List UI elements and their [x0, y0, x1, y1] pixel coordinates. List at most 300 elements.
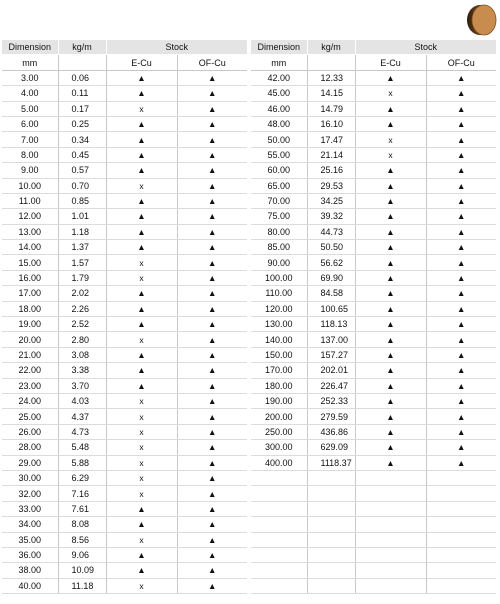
of-cu-stock-cell: ▲: [426, 424, 496, 439]
weight-cell: 2.52: [58, 317, 106, 332]
dimension-cell: 24.00: [2, 393, 58, 408]
of-cu-stock-cell: ▲: [426, 440, 496, 455]
dimension-cell: [251, 563, 307, 578]
table-row: [251, 501, 496, 516]
weight-cell: 0.11: [58, 86, 106, 101]
table-row: [2, 270, 247, 285]
dimension-cell: 21.00: [2, 347, 58, 362]
of-cu-stock-cell: ▲: [177, 532, 247, 547]
dimension-cell: 65.00: [251, 178, 307, 193]
weight-cell: 34.25: [307, 193, 355, 208]
of-cu-stock-cell: ▲: [177, 470, 247, 485]
weight-cell: 0.34: [58, 132, 106, 147]
e-cu-stock-cell: x: [106, 486, 177, 501]
e-cu-stock-cell: x: [106, 393, 177, 408]
table-row: [251, 563, 496, 578]
table-row: [2, 240, 247, 255]
of-cu-stock-cell: ▲: [426, 363, 496, 378]
weight-cell: [307, 486, 355, 501]
e-cu-stock-cell: ▲: [106, 240, 177, 255]
e-cu-stock-cell: ▲: [106, 193, 177, 208]
of-cu-stock-cell: ▲: [177, 101, 247, 116]
e-cu-stock-cell: ▲: [355, 209, 426, 224]
dimension-cell: 130.00: [251, 317, 307, 332]
weight-cell: 118.13: [307, 317, 355, 332]
table-row: [251, 255, 496, 270]
dimension-cell: 42.00: [251, 70, 307, 85]
dimension-cell: [251, 470, 307, 485]
weight-cell: 0.57: [58, 163, 106, 178]
of-cu-stock-cell: ▲: [177, 193, 247, 208]
of-cu-stock-cell: ▲: [426, 86, 496, 101]
dimension-cell: 15.00: [2, 255, 58, 270]
of-cu-stock-cell: ▲: [426, 224, 496, 239]
of-cu-stock-cell: ▲: [177, 270, 247, 285]
of-cu-stock-cell: ▲: [177, 363, 247, 378]
of-cu-stock-cell: ▲: [177, 224, 247, 239]
dimension-cell: 23.00: [2, 378, 58, 393]
table-row: [2, 193, 247, 208]
of-cu-stock-cell: ▲: [177, 301, 247, 316]
dimension-cell: 11.00: [2, 193, 58, 208]
e-cu-stock-cell: x: [106, 270, 177, 285]
dimension-cell: 26.00: [2, 424, 58, 439]
weight-cell: 1.01: [58, 209, 106, 224]
e-cu-stock-cell: ▲: [106, 224, 177, 239]
e-cu-stock-cell: ▲: [355, 424, 426, 439]
e-cu-stock-cell: x: [106, 409, 177, 424]
dimension-cell: 25.00: [2, 409, 58, 424]
table-row: [251, 578, 496, 593]
e-cu-stock-cell: ▲: [355, 193, 426, 208]
of-cu-stock-cell: ▲: [426, 132, 496, 147]
e-cu-stock-cell: ▲: [355, 70, 426, 85]
weight-cell: 2.26: [58, 301, 106, 316]
header-dimension: Dimension: [251, 40, 307, 55]
weight-cell: 4.37: [58, 409, 106, 424]
table-row: [2, 132, 247, 147]
of-cu-stock-cell: ▲: [177, 178, 247, 193]
table-row: [2, 517, 247, 532]
e-cu-stock-cell: ▲: [355, 455, 426, 470]
dimension-cell: 50.00: [251, 132, 307, 147]
dimension-cell: 85.00: [251, 240, 307, 255]
weight-cell: 56.62: [307, 255, 355, 270]
table-row: [251, 532, 496, 547]
of-cu-stock-cell: ▲: [177, 240, 247, 255]
table-row: [2, 101, 247, 116]
dimension-cell: 12.00: [2, 209, 58, 224]
of-cu-stock-cell: ▲: [177, 378, 247, 393]
of-cu-stock-cell: ▲: [177, 317, 247, 332]
e-cu-stock-cell: ▲: [106, 378, 177, 393]
weight-cell: 1.18: [58, 224, 106, 239]
stock-table-left: [2, 40, 247, 594]
of-cu-stock-cell: [426, 578, 496, 593]
e-cu-stock-cell: x: [106, 455, 177, 470]
copper-rod-icon: [463, 3, 497, 37]
e-cu-stock-cell: ▲: [355, 317, 426, 332]
e-cu-stock-cell: ▲: [106, 86, 177, 101]
of-cu-stock-cell: ▲: [177, 70, 247, 85]
dimension-cell: 400.00: [251, 455, 307, 470]
e-cu-stock-cell: [355, 563, 426, 578]
dimension-cell: 45.00: [251, 86, 307, 101]
of-cu-stock-cell: ▲: [426, 178, 496, 193]
e-cu-stock-cell: ▲: [106, 163, 177, 178]
dimension-cell: [251, 578, 307, 593]
weight-cell: 7.16: [58, 486, 106, 501]
weight-cell: 9.06: [58, 547, 106, 562]
weight-cell: 137.00: [307, 332, 355, 347]
weight-cell: 12.33: [307, 70, 355, 85]
weight-cell: 16.10: [307, 116, 355, 131]
header-unit: mm: [251, 55, 307, 70]
weight-cell: 14.79: [307, 101, 355, 116]
weight-cell: 1.57: [58, 255, 106, 270]
dimension-cell: 18.00: [2, 301, 58, 316]
weight-cell: 39.32: [307, 209, 355, 224]
e-cu-stock-cell: [355, 470, 426, 485]
weight-cell: 1.37: [58, 240, 106, 255]
dimension-cell: 180.00: [251, 378, 307, 393]
weight-cell: [307, 547, 355, 562]
weight-cell: 279.59: [307, 409, 355, 424]
weight-cell: 6.29: [58, 470, 106, 485]
e-cu-stock-cell: ▲: [355, 347, 426, 362]
dimension-cell: 46.00: [251, 101, 307, 116]
of-cu-stock-cell: ▲: [177, 163, 247, 178]
table-row: [251, 178, 496, 193]
dimension-cell: 36.00: [2, 547, 58, 562]
of-cu-stock-cell: [426, 517, 496, 532]
weight-cell: 8.08: [58, 517, 106, 532]
e-cu-stock-cell: ▲: [355, 393, 426, 408]
table-row: [2, 147, 247, 162]
table-row: [251, 224, 496, 239]
dimension-cell: 60.00: [251, 163, 307, 178]
header-of-cu: OF-Cu: [177, 55, 247, 70]
weight-cell: 2.80: [58, 332, 106, 347]
header-unit: mm: [2, 55, 58, 70]
e-cu-stock-cell: ▲: [106, 209, 177, 224]
dimension-cell: 140.00: [251, 332, 307, 347]
weight-cell: 21.14: [307, 147, 355, 162]
table-row: [2, 255, 247, 270]
e-cu-stock-cell: [355, 547, 426, 562]
e-cu-stock-cell: x: [106, 424, 177, 439]
dimension-cell: 48.00: [251, 116, 307, 131]
table-row: [2, 332, 247, 347]
dimension-cell: 33.00: [2, 501, 58, 516]
table-row: [251, 270, 496, 285]
dimension-cell: 90.00: [251, 255, 307, 270]
e-cu-stock-cell: ▲: [106, 70, 177, 85]
dimension-cell: 6.00: [2, 116, 58, 131]
table-row: [251, 378, 496, 393]
weight-cell: 3.38: [58, 363, 106, 378]
header-stock: Stock: [106, 40, 247, 55]
table-row: [2, 501, 247, 516]
of-cu-stock-cell: ▲: [426, 317, 496, 332]
e-cu-stock-cell: ▲: [355, 270, 426, 285]
dimension-cell: 3.00: [2, 70, 58, 85]
dimension-cell: 17.00: [2, 286, 58, 301]
weight-cell: 3.70: [58, 378, 106, 393]
dimension-cell: 190.00: [251, 393, 307, 408]
table-row: [2, 317, 247, 332]
of-cu-stock-cell: [426, 470, 496, 485]
table-row: [2, 486, 247, 501]
e-cu-stock-cell: ▲: [355, 240, 426, 255]
e-cu-stock-cell: ▲: [355, 224, 426, 239]
header-kgm: kg/m: [58, 40, 106, 55]
table-row: [251, 363, 496, 378]
e-cu-stock-cell: ▲: [106, 132, 177, 147]
table-row: [251, 101, 496, 116]
dimension-cell: 150.00: [251, 347, 307, 362]
of-cu-stock-cell: ▲: [426, 270, 496, 285]
e-cu-stock-cell: ▲: [106, 517, 177, 532]
e-cu-stock-cell: ▲: [106, 501, 177, 516]
of-cu-stock-cell: ▲: [426, 301, 496, 316]
e-cu-stock-cell: ▲: [355, 363, 426, 378]
table-row: [2, 209, 247, 224]
table-row: [251, 347, 496, 362]
dimension-cell: 30.00: [2, 470, 58, 485]
e-cu-stock-cell: ▲: [106, 301, 177, 316]
table-row: [2, 440, 247, 455]
e-cu-stock-cell: ▲: [355, 163, 426, 178]
weight-cell: 17.47: [307, 132, 355, 147]
dimension-cell: 38.00: [2, 563, 58, 578]
e-cu-stock-cell: ▲: [355, 301, 426, 316]
of-cu-stock-cell: ▲: [426, 193, 496, 208]
table-row: [2, 70, 247, 85]
e-cu-stock-cell: ▲: [355, 101, 426, 116]
weight-cell: 0.17: [58, 101, 106, 116]
table-row: [251, 486, 496, 501]
header-stock: Stock: [355, 40, 496, 55]
table-row: [2, 286, 247, 301]
of-cu-stock-cell: ▲: [177, 86, 247, 101]
e-cu-stock-cell: x: [106, 470, 177, 485]
table-row: [2, 424, 247, 439]
of-cu-stock-cell: ▲: [426, 147, 496, 162]
e-cu-stock-cell: ▲: [355, 178, 426, 193]
weight-cell: 14.15: [307, 86, 355, 101]
dimension-cell: 28.00: [2, 440, 58, 455]
table-row: [251, 163, 496, 178]
weight-cell: 100.65: [307, 301, 355, 316]
dimension-cell: 4.00: [2, 86, 58, 101]
e-cu-stock-cell: [355, 517, 426, 532]
weight-cell: 0.85: [58, 193, 106, 208]
of-cu-stock-cell: ▲: [177, 578, 247, 593]
dimension-cell: 70.00: [251, 193, 307, 208]
table-row: [2, 470, 247, 485]
dimension-cell: 10.00: [2, 178, 58, 193]
e-cu-stock-cell: ▲: [355, 286, 426, 301]
of-cu-stock-cell: ▲: [177, 347, 247, 362]
e-cu-stock-cell: ▲: [355, 255, 426, 270]
dimension-cell: 55.00: [251, 147, 307, 162]
dimension-cell: 16.00: [2, 270, 58, 285]
of-cu-stock-cell: [426, 563, 496, 578]
weight-cell: [307, 563, 355, 578]
e-cu-stock-cell: x: [106, 255, 177, 270]
of-cu-stock-cell: ▲: [177, 286, 247, 301]
weight-cell: [307, 532, 355, 547]
of-cu-stock-cell: ▲: [426, 240, 496, 255]
dimension-cell: 13.00: [2, 224, 58, 239]
of-cu-stock-cell: ▲: [426, 378, 496, 393]
e-cu-stock-cell: x: [106, 178, 177, 193]
of-cu-stock-cell: ▲: [177, 455, 247, 470]
of-cu-stock-cell: [426, 532, 496, 547]
of-cu-stock-cell: ▲: [426, 286, 496, 301]
e-cu-stock-cell: ▲: [106, 286, 177, 301]
weight-cell: 0.06: [58, 70, 106, 85]
of-cu-stock-cell: ▲: [426, 347, 496, 362]
weight-cell: 84.58: [307, 286, 355, 301]
of-cu-stock-cell: ▲: [177, 501, 247, 516]
table-body-right: [251, 70, 496, 593]
dimension-cell: 75.00: [251, 209, 307, 224]
e-cu-stock-cell: ▲: [355, 409, 426, 424]
dimension-cell: 32.00: [2, 486, 58, 501]
table-row: [251, 409, 496, 424]
weight-cell: 202.01: [307, 363, 355, 378]
weight-cell: [307, 517, 355, 532]
of-cu-stock-cell: ▲: [426, 455, 496, 470]
table-row: [251, 547, 496, 562]
table-row: [251, 286, 496, 301]
dimension-cell: 14.00: [2, 240, 58, 255]
weight-cell: 0.70: [58, 178, 106, 193]
e-cu-stock-cell: [355, 501, 426, 516]
dimension-cell: 7.00: [2, 132, 58, 147]
weight-cell: 5.48: [58, 440, 106, 455]
of-cu-stock-cell: ▲: [177, 209, 247, 224]
table-row: [251, 240, 496, 255]
dimension-cell: [251, 547, 307, 562]
table-row: [251, 301, 496, 316]
of-cu-stock-cell: ▲: [426, 332, 496, 347]
table-row: [2, 224, 247, 239]
e-cu-stock-cell: ▲: [106, 563, 177, 578]
e-cu-stock-cell: ▲: [106, 147, 177, 162]
weight-cell: 226.47: [307, 378, 355, 393]
e-cu-stock-cell: ▲: [355, 116, 426, 131]
dimension-cell: [251, 517, 307, 532]
table-body-left: [2, 70, 247, 593]
e-cu-stock-cell: ▲: [355, 378, 426, 393]
of-cu-stock-cell: ▲: [426, 101, 496, 116]
of-cu-stock-cell: ▲: [426, 70, 496, 85]
e-cu-stock-cell: x: [106, 532, 177, 547]
weight-cell: 69.90: [307, 270, 355, 285]
dimension-cell: 22.00: [2, 363, 58, 378]
table-row: [251, 132, 496, 147]
stock-table-right: [251, 40, 496, 594]
of-cu-stock-cell: ▲: [426, 409, 496, 424]
table-row: [2, 378, 247, 393]
of-cu-stock-cell: ▲: [426, 163, 496, 178]
table-row: [251, 209, 496, 224]
weight-cell: 44.73: [307, 224, 355, 239]
table-row: [251, 470, 496, 485]
dimension-cell: 80.00: [251, 224, 307, 239]
dimension-cell: 35.00: [2, 532, 58, 547]
table-row: [2, 547, 247, 562]
dimension-cell: 20.00: [2, 332, 58, 347]
e-cu-stock-cell: x: [355, 86, 426, 101]
table-row: [251, 393, 496, 408]
of-cu-stock-cell: ▲: [177, 147, 247, 162]
weight-cell: [307, 578, 355, 593]
dimension-cell: [251, 532, 307, 547]
e-cu-stock-cell: x: [106, 440, 177, 455]
of-cu-stock-cell: ▲: [177, 393, 247, 408]
e-cu-stock-cell: [355, 532, 426, 547]
dimension-cell: 9.00: [2, 163, 58, 178]
header-dimension: Dimension: [2, 40, 58, 55]
e-cu-stock-cell: ▲: [355, 332, 426, 347]
table-subheader-row: [251, 55, 496, 70]
of-cu-stock-cell: ▲: [426, 255, 496, 270]
dimension-cell: 29.00: [2, 455, 58, 470]
header-blank: [307, 55, 355, 70]
dimension-cell: 170.00: [251, 363, 307, 378]
weight-cell: 8.56: [58, 532, 106, 547]
dimension-cell: 300.00: [251, 440, 307, 455]
table-row: [2, 393, 247, 408]
e-cu-stock-cell: [355, 486, 426, 501]
weight-cell: 29.53: [307, 178, 355, 193]
weight-cell: 4.03: [58, 393, 106, 408]
dimension-cell: 34.00: [2, 517, 58, 532]
table-row: [251, 317, 496, 332]
e-cu-stock-cell: x: [355, 132, 426, 147]
weight-cell: [307, 470, 355, 485]
of-cu-stock-cell: ▲: [426, 116, 496, 131]
of-cu-stock-cell: ▲: [177, 332, 247, 347]
of-cu-stock-cell: ▲: [426, 393, 496, 408]
dimension-cell: 250.00: [251, 424, 307, 439]
weight-cell: 629.09: [307, 440, 355, 455]
of-cu-stock-cell: ▲: [426, 209, 496, 224]
table-row: [2, 409, 247, 424]
dimension-cell: [251, 486, 307, 501]
dimension-cell: 19.00: [2, 317, 58, 332]
of-cu-stock-cell: ▲: [177, 547, 247, 562]
weight-cell: 2.02: [58, 286, 106, 301]
e-cu-stock-cell: ▲: [106, 363, 177, 378]
header-of-cu: OF-Cu: [426, 55, 496, 70]
e-cu-stock-cell: ▲: [355, 440, 426, 455]
table-row: [2, 532, 247, 547]
weight-cell: 5.88: [58, 455, 106, 470]
table-row: [2, 301, 247, 316]
header-e-cu: E-Cu: [106, 55, 177, 70]
table-row: [2, 363, 247, 378]
table-row: [251, 147, 496, 162]
table-row: [251, 70, 496, 85]
e-cu-stock-cell: x: [106, 578, 177, 593]
weight-cell: 1.79: [58, 270, 106, 285]
table-row: [251, 116, 496, 131]
